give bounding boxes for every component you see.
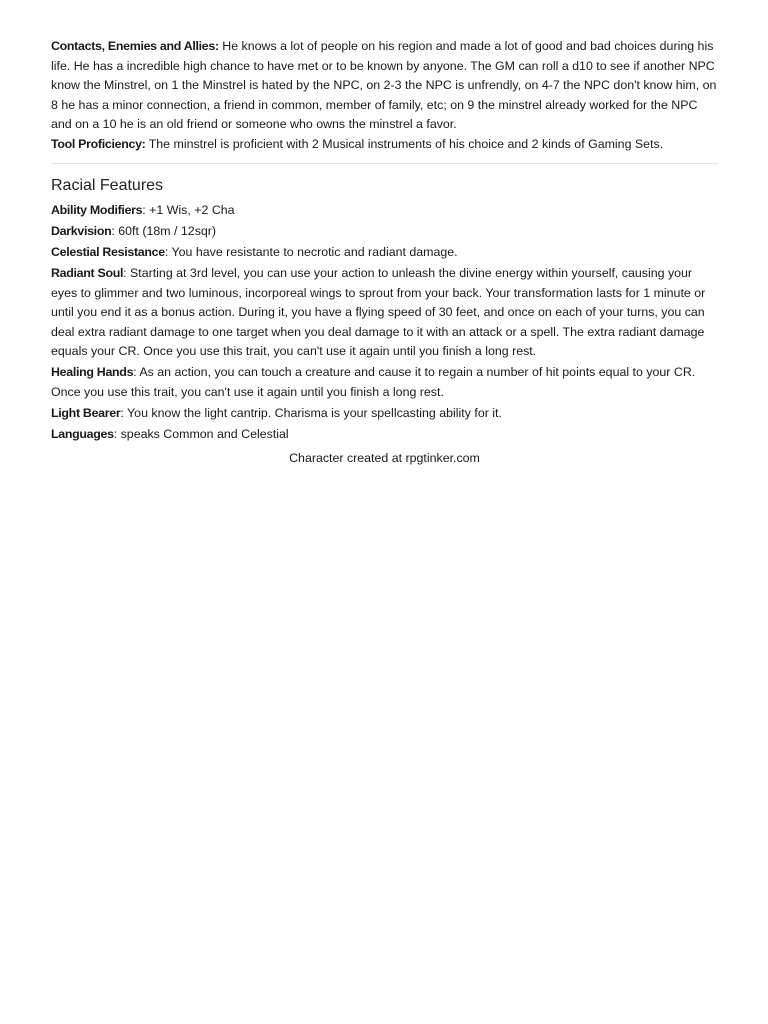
feature-radiant-soul <box>51 264 718 362</box>
feature-text: : 60ft (18m / 12sqr) <box>111 224 217 238</box>
tool-proficiency-paragraph <box>51 135 718 155</box>
feature-text: : You know the light cantrip. Charisma is your spellcasting ability for it. <box>120 405 502 420</box>
feature-healing-hands <box>51 363 718 402</box>
contacts-enemies-allies-paragraph <box>51 37 718 135</box>
feature-label: Radiant Soul <box>51 266 124 280</box>
feature-text: : speaks Common and Celestial <box>113 426 289 441</box>
section-divider <box>51 163 718 164</box>
racial-features-heading: Racial Features <box>51 177 164 194</box>
feature-text: : As an action, you can touch a creature and cause it to regain a number of hit points equal to your CR. Once you use this trait, you can't use it again until you finish a long rest. <box>51 365 696 399</box>
contacts-label: Contacts, Enemies and Allies: <box>51 39 219 53</box>
feature-light-bearer <box>51 404 718 424</box>
feature-label: Light Bearer <box>51 405 121 420</box>
feature-label: Healing Hands <box>51 365 134 379</box>
feature-label: Darkvision <box>51 224 112 238</box>
feature-darkvision <box>51 222 718 242</box>
feature-label: Celestial Resistance <box>51 245 165 259</box>
tool-proficiency-text: The minstrel is proficient with 2 Musical instruments of his choice and 2 kinds of Gaming Sets. <box>145 136 664 151</box>
feature-ability-modifiers <box>51 201 718 221</box>
feature-label: Languages <box>51 426 114 441</box>
creation-credit: Character created at rpgtinker.com <box>289 451 480 465</box>
tool-proficiency-label: Tool Proficiency: <box>51 136 146 151</box>
feature-languages <box>51 425 718 445</box>
feature-text: : Starting at 3rd level, you can use your action to unleash the divine energy within yourself, causing your eyes to glimmer and two luminous, incorporeal wings to sprout from your back. Your transformation lasts for 1 minute or until you end it as a bonus action. During it, you have a flying speed of 30 feet, and once on each of your turns, you can deal extra radiant damage to one target when you deal damage to it with an attack or a spell. The extra radiant damage equals your CR. Once you use this trait, you can't use it again until you finish a long rest. <box>51 266 706 358</box>
feature-label: Ability Modifiers <box>51 203 143 217</box>
feature-celestial-resistance <box>51 243 718 263</box>
feature-text: : +1 Wis, +2 Cha <box>142 203 235 217</box>
contacts-text: He knows a lot of people on his region and made a lot of good and bad choices during his life. He has a incredible high chance to have met or to be known by anyone. The GM can roll a d10 to see if another NPC know the Minstrel, on 1 the Minstrel is hated by the NPC, on 2-3 the NPC is unfrendly, on 4-7 the NPC don't know him, on 8 he has a minor connection, a friend in common, member of family, etc; on 9 the minstrel already worked for the NPC and on a 10 he is an old friend or someone who owns the minstrel a favor. <box>51 39 717 131</box>
feature-text: : You have resistante to necrotic and radiant damage. <box>164 245 458 259</box>
